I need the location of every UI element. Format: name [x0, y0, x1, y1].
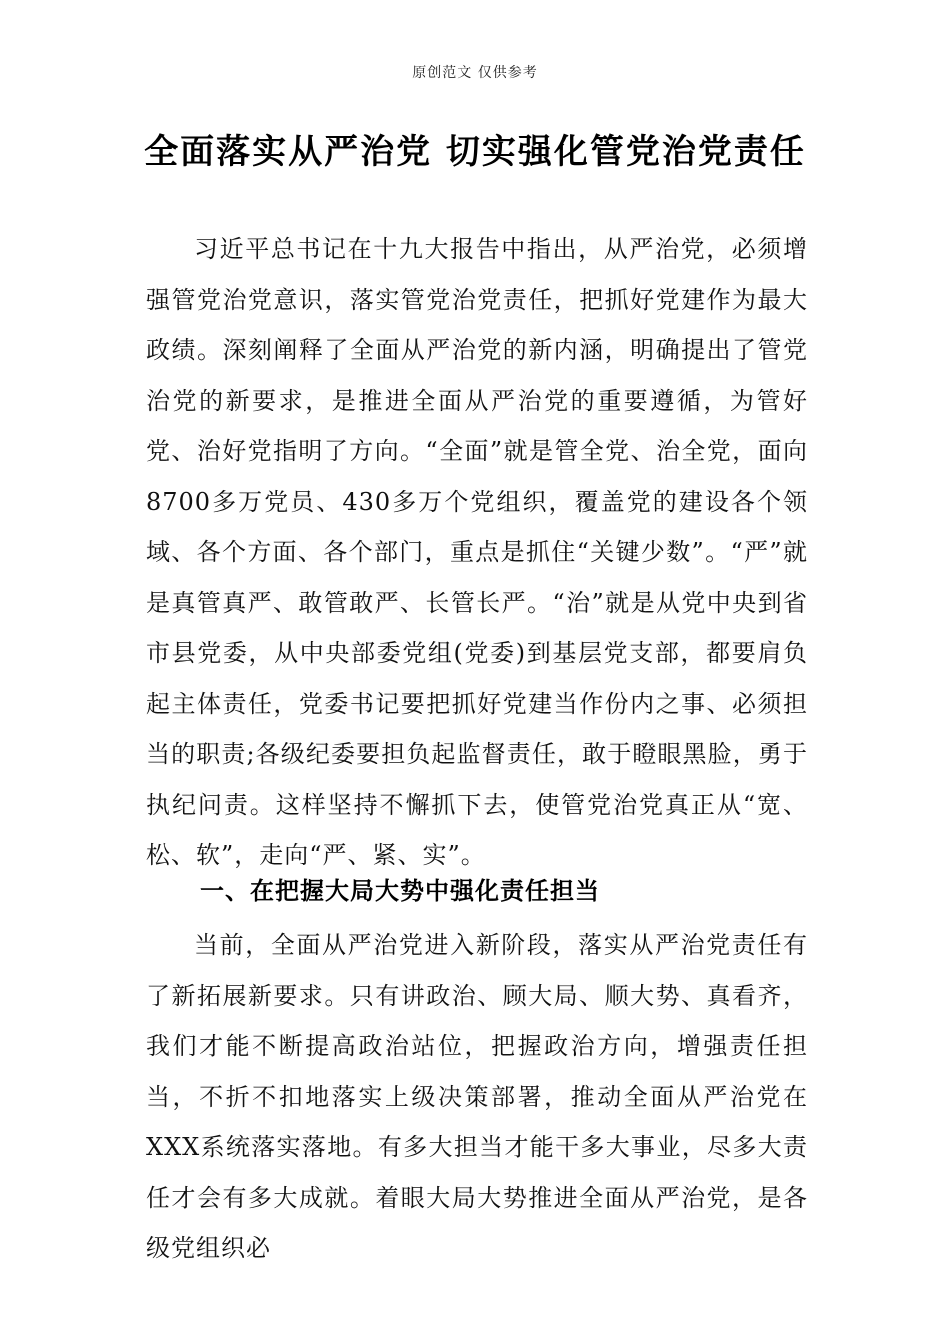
- body-paragraph-2: 当前，全面从严治党进入新阶段，落实从严治党责任有了新拓展新要求。只有讲政治、顾大局、顺大势、真看齐，我们才能不断提高政治站位，把握政治方向，增强责任担当，不折不扣地落实上级决策部署，推动全面从严治党在XXX系统落实落地。有多大担当才能干多大事业，尽多大责任才会有多大成就。着眼大局大势推进全面从严治党，是各级党组织必: [146, 931, 808, 1262]
- body-paragraph-1: 习近平总书记在十九大报告中指出，从严治党，必须增强管党治党意识，落实管党治党责任，把抓好党建作为最大政绩。深刻阐释了全面从严治党的新内涵，明确提出了管党治党的新要求，是推进全面从严治党的重要遵循，为管好党、治好党指明了方向。“全面”就是管全党、治全党，面向8700多万党员、430多万个党组织，覆盖党的建设各个领域、各个方面、各个部门，重点是抓住“关键少数”。“严”就是真管真严、敢管敢严、长管长严。“治”就是从党中央到省市县党委，从中央部委党组(党委)到基层党支部，都要肩负起主体责任，党委书记要把抓好党建当作份内之事、必须担当的职责;各级纪委要担负起监督责任，敢于瞪眼黑脸，勇于执纪问责。这样坚持不懈抓下去，使管党治党真正从“宽、松、软”，走向“严、紧、实”。: [146, 235, 808, 869]
- header-note: 原创范文 仅供参考: [412, 65, 538, 81]
- document-title: 全面落实从严治党 切实强化管党治党责任: [144, 132, 806, 172]
- section-heading-1: 一、在把握大局大势中强化责任担当: [200, 877, 600, 905]
